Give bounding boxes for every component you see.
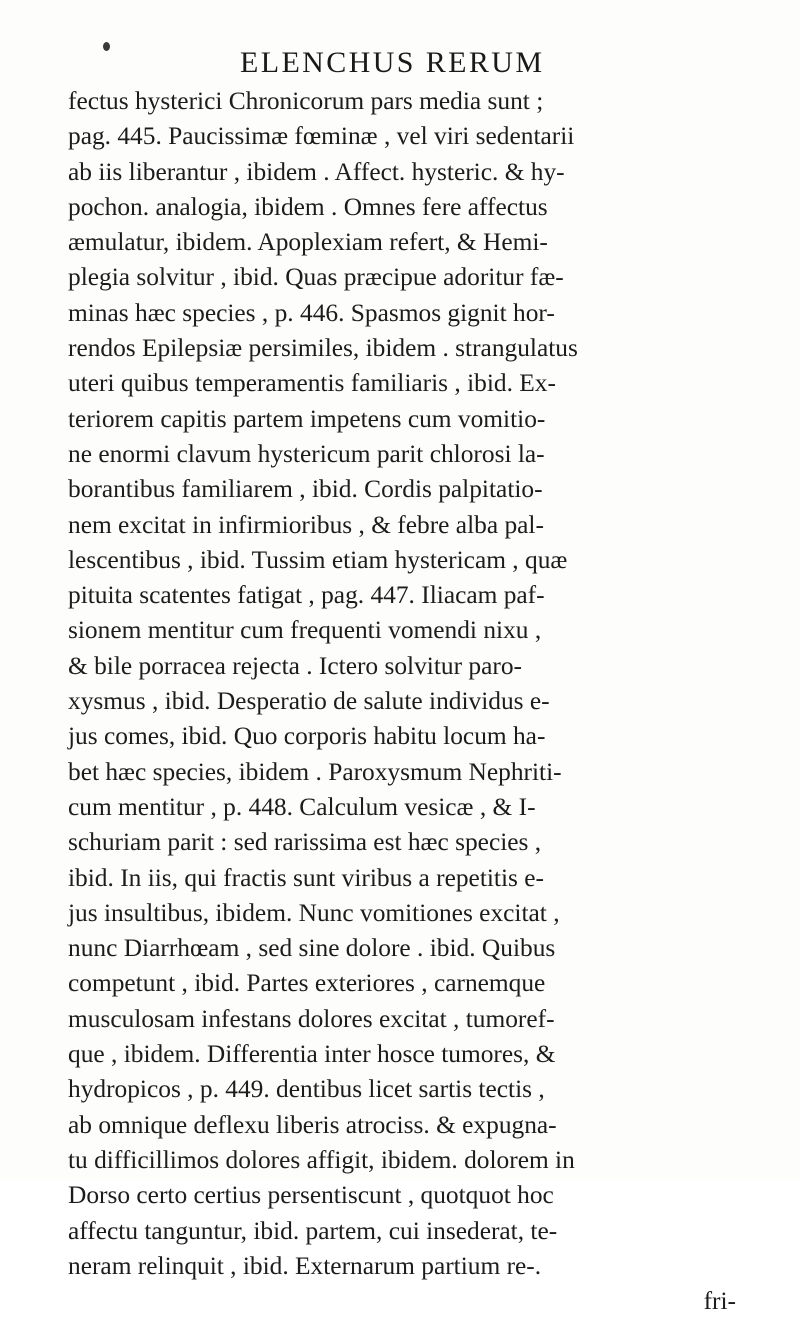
text-line: ne enormi clavum hystericum parit chlorosi la- [68,439,545,468]
text-line: que , ibidem. Differentia inter hosce tumores, & [68,1040,556,1069]
text-line: plegia solvitur , ibid. Quas præcipue adoritur fæ- [68,263,564,292]
text-line: rendos Epilepsiæ persimiles, ibidem . strangulatus [68,334,578,363]
text-line: tu difficillimos dolores affigit, ibidem. dolorem in [68,1145,575,1174]
text-line: borantibus familiarem , ibid. Cordis palpitatio- [68,475,543,504]
text-line: & bile porracea rejecta . Ictero solvitur paro- [68,651,522,680]
text-line: æmulatur, ibidem. Apoplexiam refert, & Hemi- [68,228,548,257]
text-line: bet hæc species, ibidem . Paroxysmum Nephriti- [68,757,562,786]
index-text-block [68,84,758,1319]
text-line: teriorem capitis partem impetens cum vomitio- [68,404,546,433]
catchword: fri- [703,1287,736,1316]
text-line: musculosam infestans dolores excitat , tumoref- [68,1004,555,1033]
text-line: uteri quibus temperamentis familiaris , ibid. Ex- [68,369,556,398]
text-line: schuriam parit : sed rarissima est hæc species , [68,828,542,857]
text-line: competunt , ibid. Partes exteriores , carnemque [68,969,546,998]
text-line: nem excitat in infirmioribus , & febre alba pal- [68,510,544,539]
text-line: fectus hysterici Chronicorum pars media sunt ; [68,87,544,115]
text-line: affectu tanguntur, ibid. partem, cui insederat, te- [68,1216,558,1245]
text-line: neram relinquit , ibid. Externarum partium re-. [68,1251,542,1280]
text-line: ibid. In iis, qui fractis sunt viribus a repetitis e- [68,863,544,892]
text-line: hydropicos , p. 449. dentibus licet sartis tectis , [68,1075,545,1104]
text-line: lescentibus , ibid. Tussim etiam hystericam , quæ [68,545,568,574]
running-header: ELENCHUS RERUM [240,46,545,79]
text-line: pituita scatentes fatigat , pag. 447. Iliacam paf- [68,581,545,610]
text-line: pag. 445. Paucissimæ fœminæ , vel viri sedentarii [68,122,575,151]
text-line: jus comes, ibid. Quo corporis habitu locum ha- [68,722,546,751]
text-line: xysmus , ibid. Desperatio de salute individus e- [68,687,550,716]
ink-dot [103,42,110,51]
text-line: minas hæc species , p. 446. Spasmos gignit hor- [68,298,555,327]
text-line: sionem mentitur cum frequenti vomendi nixu , [68,616,542,645]
text-line: Dorso certo certius persentiscunt , quotquot hoc [68,1181,554,1210]
text-line: jus insultibus, ibidem. Nunc vomitiones excitat , [68,898,560,927]
text-line: ab omnique deflexu liberis atrociss. & expugna- [68,1110,557,1139]
text-line: ab iis liberantur , ibidem . Affect. hysteric. & hy- [68,157,565,186]
text-line: pochon. analogia, ibidem . Omnes fere affectus [68,192,548,221]
text-line: nunc Diarrhœam , sed sine dolore . ibid. Quibus [68,934,556,963]
text-line: cum mentitur , p. 448. Calculum vesicæ , & I- [68,792,536,821]
